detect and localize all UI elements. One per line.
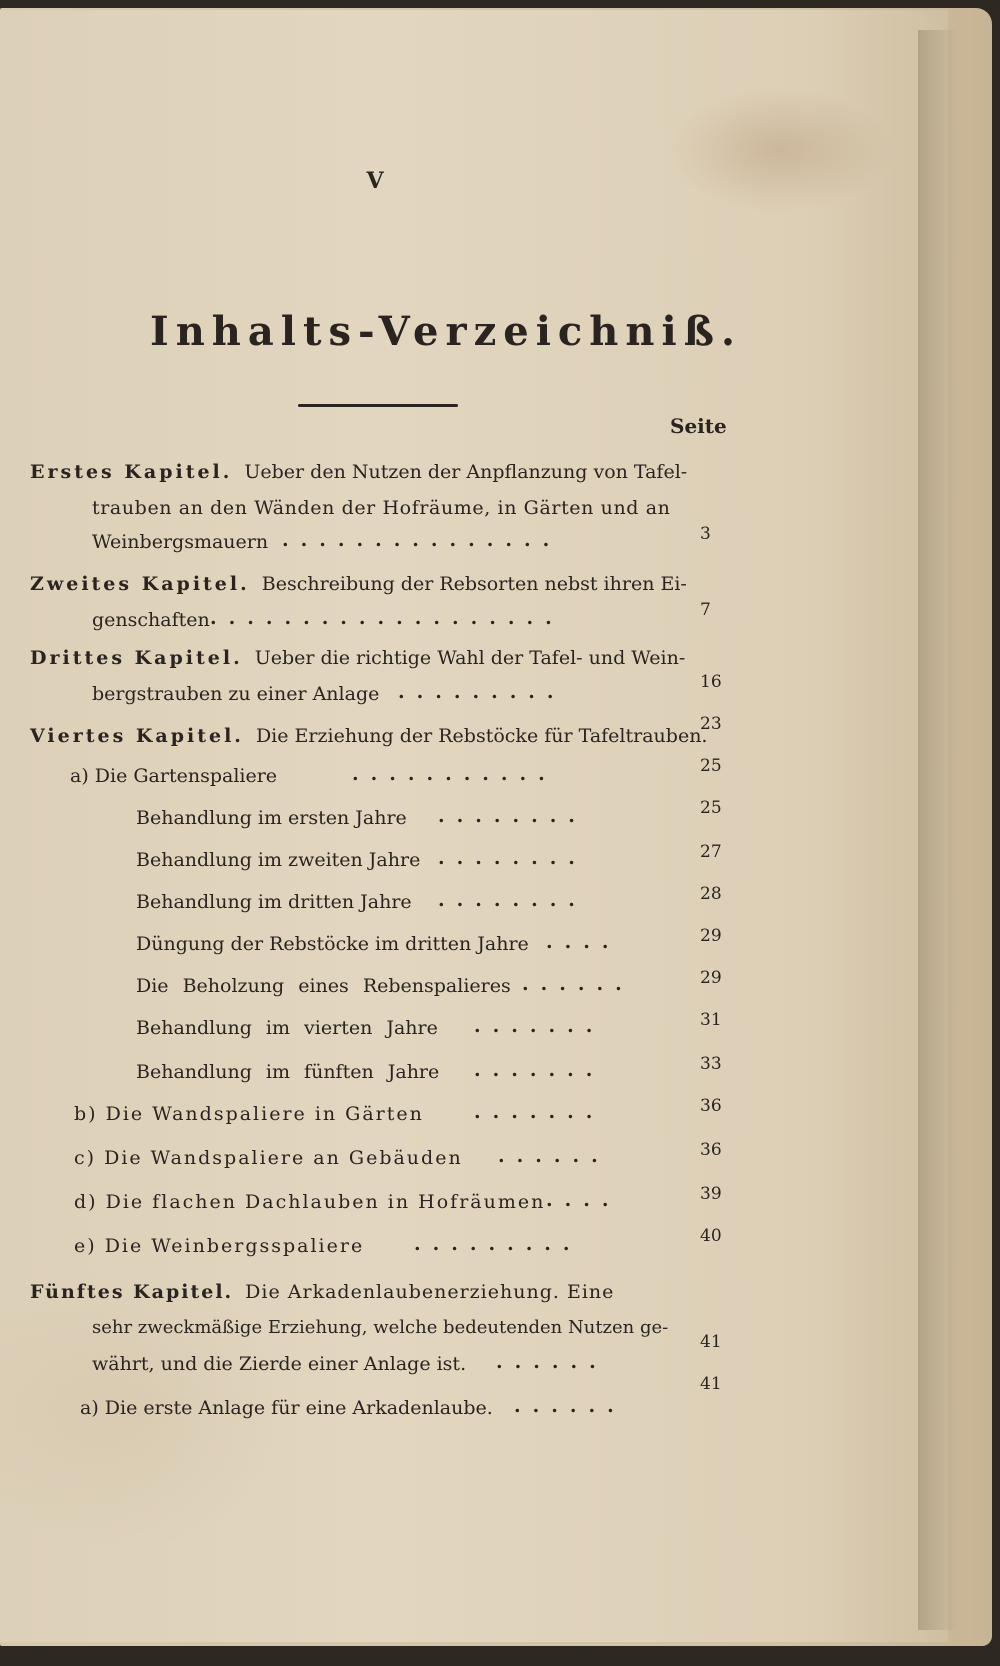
entry-continuation: währt, und die Zierde einer Anlage ist. bbox=[92, 1353, 467, 1375]
leader-dots: ....... bbox=[474, 1101, 605, 1123]
title-rule bbox=[298, 404, 458, 407]
entry-text: Die Erziehung der Rebstöcke für Tafeltrauben. bbox=[255, 725, 708, 747]
chapter-label: Erstes Kapitel. bbox=[30, 461, 233, 483]
toc-entry-subsection: Behandlung im dritten Jahre bbox=[136, 891, 412, 913]
page-ref: 25 bbox=[700, 798, 722, 818]
page-column-header: Seite bbox=[670, 414, 727, 438]
page-ref: 3 bbox=[700, 524, 711, 544]
page-number: V bbox=[366, 168, 384, 194]
entry-continuation: sehr zweckmäßige Erziehung, welche bedeutenden Nutzen ge- bbox=[92, 1317, 669, 1338]
entry-text: Die Arkadenlaubenerziehung. Eine bbox=[245, 1281, 615, 1303]
toc-entry-section-c: c) Die Wandspaliere an Gebäuden bbox=[74, 1147, 463, 1169]
toc-entry-chapter-3 bbox=[30, 644, 685, 672]
toc-entry-section-a: a) Die Gartenspaliere bbox=[70, 765, 278, 787]
toc-entry-subsection: Die Beholzung eines Rebenspalieres bbox=[136, 975, 511, 997]
leader-dots: ...... bbox=[522, 973, 634, 995]
toc-entry-subsection: Behandlung im zweiten Jahre bbox=[136, 849, 421, 871]
page-ref: 7 bbox=[700, 600, 711, 620]
entry-continuation: genschaften bbox=[92, 609, 210, 631]
toc-entry-section-a: a) Die erste Anlage für eine Arkadenlaube. bbox=[80, 1397, 493, 1419]
toc-entry-subsection: Behandlung im ersten Jahre bbox=[136, 807, 407, 829]
page-ref: 27 bbox=[700, 842, 722, 862]
page-ref: 29 bbox=[700, 926, 722, 946]
leader-dots: ......... bbox=[398, 681, 566, 703]
entry-continuation: Weinbergsmauern bbox=[92, 531, 269, 553]
entry-continuation: bergstrauben zu einer Anlage bbox=[92, 683, 380, 705]
entry-text: Beschreibung der Rebsorten nebst ihren Ei- bbox=[261, 573, 687, 595]
toc-entry-subsection: Düngung der Rebstöcke im dritten Jahre bbox=[136, 933, 529, 955]
page-ref: 28 bbox=[700, 884, 722, 904]
toc-entry-subsection: Behandlung im vierten Jahre bbox=[136, 1017, 438, 1039]
page-ref: 31 bbox=[700, 1010, 722, 1030]
toc-entry-subsection: Behandlung im fünften Jahre bbox=[136, 1061, 440, 1083]
page-ref: 41 bbox=[700, 1332, 722, 1352]
toc-entry-section-b: b) Die Wandspaliere in Gärten bbox=[74, 1103, 424, 1125]
page-ref: 40 bbox=[700, 1226, 722, 1246]
entry-text: Ueber den Nutzen der Anpflanzung von Tafel- bbox=[244, 461, 688, 483]
leader-dots: ...... bbox=[514, 1395, 626, 1417]
page-ref: 33 bbox=[700, 1054, 722, 1074]
page-ref: 41 bbox=[700, 1374, 722, 1394]
page-ref: 23 bbox=[700, 714, 722, 734]
entry-text: Ueber die richtige Wahl der Tafel- und Wein- bbox=[254, 647, 686, 669]
toc-entry-chapter-5 bbox=[30, 1278, 614, 1306]
page-ref: 25 bbox=[700, 756, 722, 776]
page-fold-shadow bbox=[918, 30, 958, 1630]
leader-dots: .... bbox=[546, 1189, 621, 1211]
chapter-label: Viertes Kapitel. bbox=[30, 725, 244, 747]
paper-sheet bbox=[0, 10, 948, 1642]
chapter-label: Drittes Kapitel. bbox=[30, 647, 243, 669]
leader-dots: ........ bbox=[438, 847, 587, 869]
page-ref: 29 bbox=[700, 968, 722, 988]
leader-dots: ........ bbox=[438, 805, 587, 827]
toc-entry-chapter-1 bbox=[30, 458, 687, 486]
leader-dots: ...... bbox=[498, 1145, 610, 1167]
page-ref: 36 bbox=[700, 1096, 722, 1116]
toc-entry-chapter-2 bbox=[30, 570, 687, 598]
leader-dots: ...... bbox=[496, 1351, 608, 1373]
leader-dots: ............... bbox=[282, 529, 562, 551]
toc-entry-section-d: d) Die flachen Dachlauben in Hofräumen bbox=[74, 1191, 546, 1213]
page-ref: 36 bbox=[700, 1140, 722, 1160]
leader-dots: ........ bbox=[438, 889, 587, 911]
page-title: Inhalts-Verzeichniß. bbox=[150, 308, 742, 355]
toc-entry-chapter-4 bbox=[30, 722, 707, 750]
leader-dots: .... bbox=[546, 931, 621, 953]
page-ref: 39 bbox=[700, 1184, 722, 1204]
leader-dots: ....... bbox=[474, 1015, 605, 1037]
leader-dots: ......... bbox=[414, 1233, 582, 1255]
chapter-label: Zweites Kapitel. bbox=[30, 573, 250, 595]
leader-dots: ........... bbox=[352, 763, 557, 785]
page-ref: 16 bbox=[700, 672, 722, 692]
toc-entry-section-e: e) Die Weinbergsspaliere bbox=[74, 1235, 365, 1257]
entry-continuation: trauben an den Wänden der Hofräume, in Gärten und an bbox=[92, 497, 671, 519]
chapter-label: Fünftes Kapitel. bbox=[30, 1281, 234, 1303]
leader-dots: ................... bbox=[210, 607, 564, 629]
leader-dots: ....... bbox=[474, 1059, 605, 1081]
